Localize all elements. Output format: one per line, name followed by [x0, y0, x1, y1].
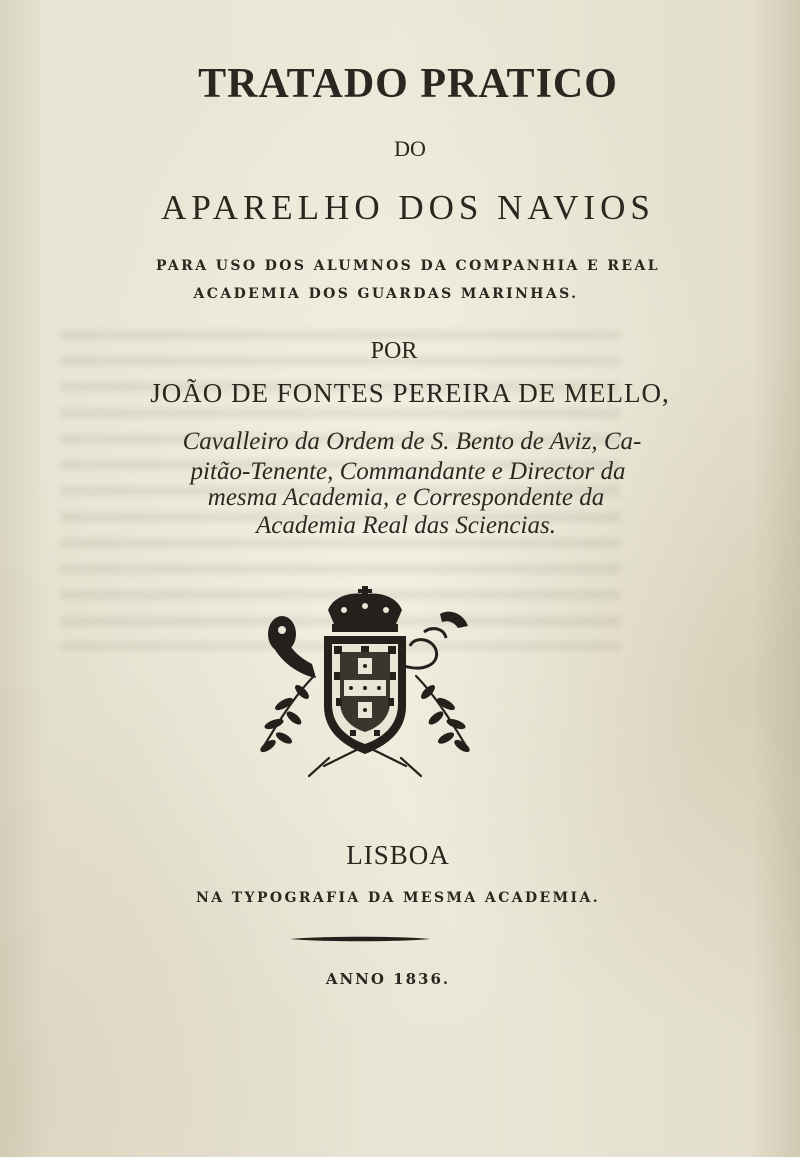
imprint-printer: NA TYPOGRAFIA DA MESMA ACADEMIA. — [196, 890, 600, 906]
subtitle-line-1: PARA USO DOS ALUMNOS DA COMPANHIA E REAL — [155, 258, 661, 274]
author-titles-line-1: Cavalleiro da Ordem de S. Bento de Aviz, Ca- — [182, 428, 642, 455]
imprint-year: ANNO 1836. — [325, 970, 451, 988]
decorative-rule-icon — [290, 935, 430, 943]
by-label: POR — [370, 338, 418, 364]
author-titles-line-4: Academia Real das Sciencias. — [256, 512, 556, 539]
imprint-city: LISBOA — [346, 840, 450, 870]
royal-coat-of-arms-icon — [254, 586, 476, 782]
title-line-1: TRATADO PRATICO — [198, 61, 618, 107]
author-titles-line-2: pitão-Tenente, Commandante e Director da — [190, 458, 626, 485]
title-line-2: DO — [394, 136, 426, 161]
title-line-3: APARELHO DOS NAVIOS — [161, 188, 655, 227]
author-titles-line-3: mesma Academia, e Correspondente da — [207, 484, 605, 511]
subtitle-line-2: ACADEMIA DOS GUARDAS MARINHAS. — [193, 286, 579, 302]
author-name: JOÃO DE FONTES PEREIRA DE MELLO, — [150, 378, 670, 408]
